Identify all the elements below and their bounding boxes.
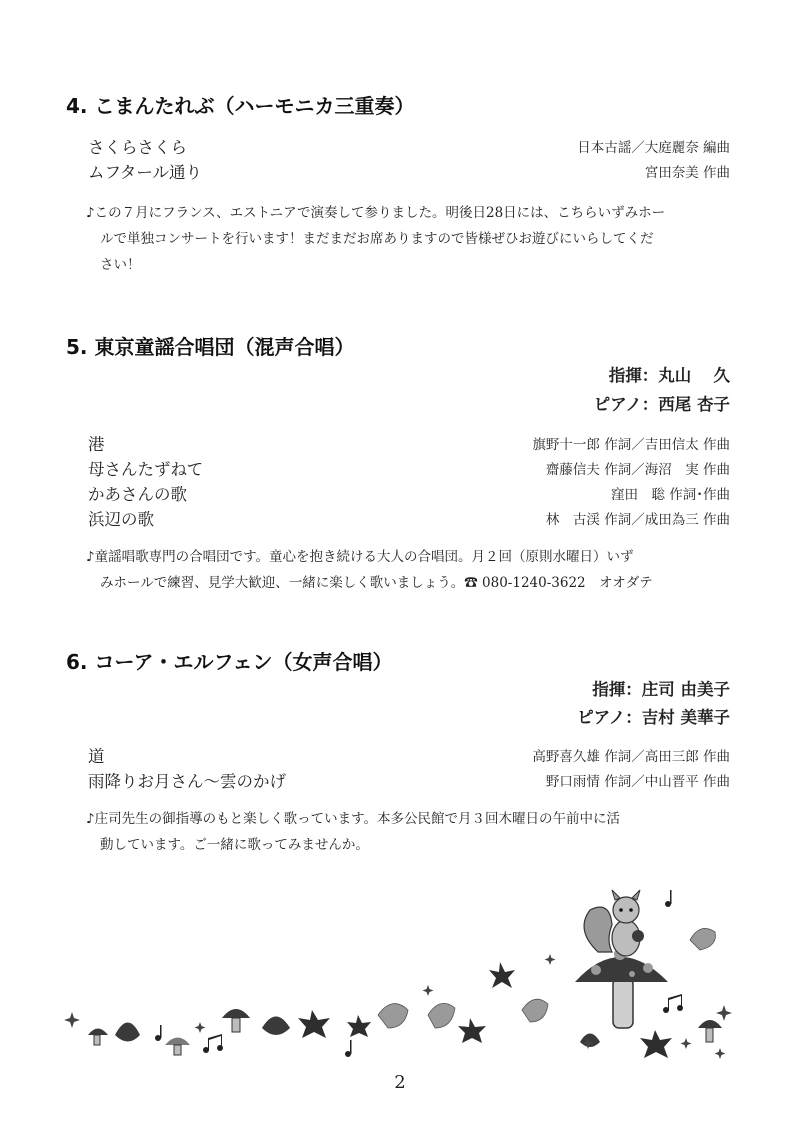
song-credit: 齋藤信夫 作詞／海沼 実 作曲: [545, 462, 730, 478]
song-credit: 窪田 聡 作詞･作曲: [610, 487, 730, 503]
song-credit: 林 古渓 作詞／成田為三 作曲: [545, 512, 730, 528]
section-title: 4. こまんたれぶ（ハーモニカ三重奏）: [66, 94, 415, 118]
song-credit: 日本古謡／大庭麗奈 編曲: [577, 140, 730, 156]
song-title: 港: [88, 435, 105, 454]
song-title: 浜辺の歌: [88, 510, 154, 529]
song-row: [88, 481, 730, 505]
mushroom-icon: [575, 948, 668, 1028]
squirrel-icon: [584, 890, 644, 956]
song-row: [88, 506, 730, 530]
song-title: さくらさくら: [88, 138, 187, 157]
note-line: みホールで練習、見学大歓迎、一緒に楽しく歌いましょう。☎ 080-1240-3622 オオダテ: [100, 575, 653, 591]
section-note: [86, 806, 736, 858]
song-title: 雨降りお月さん〜雲のかげ: [88, 772, 286, 791]
song-credit: 宮田奈美 作曲: [644, 165, 730, 181]
conductor-credit: 指揮：庄司 由美子: [592, 680, 730, 699]
song-row: [88, 768, 730, 792]
section-note: [86, 544, 736, 596]
note-line: ♪この７月にフランス、エストニアで演奏して参りました。明後日28日には、こちらいずみホー: [86, 205, 666, 221]
note-line: ♪庄司先生の御指導のもと楽しく歌っています。本多公民館で月３回木曜日の午前中に活: [86, 811, 621, 827]
section-title: 6. コーア・エルフェン（女声合唱）: [66, 650, 393, 674]
song-row: [88, 456, 730, 480]
song-credit: 野口雨情 作詞／中山晋平 作曲: [545, 774, 730, 790]
note-line: ♪童謡唱歌専門の合唱団です。童心を抱き続ける大人の合唱団。月２回（原則水曜日）いず: [86, 549, 634, 565]
section-title: 5. 東京童謡合唱団（混声合唱）: [66, 335, 355, 359]
song-title: かあさんの歌: [88, 485, 187, 504]
song-title: 母さんたずねて: [88, 460, 204, 479]
song-credit: 旗野十一郎 作詞／吉田信太 作曲: [532, 437, 730, 453]
conductor-credit: 指揮：丸山 久: [608, 366, 730, 385]
autumn-decoration: [0, 870, 800, 1070]
page-number: 2: [394, 1072, 406, 1093]
piano-credit: ピアノ：吉村 美華子: [577, 708, 730, 727]
piano-credit: ピアノ：西尾 杏子: [593, 395, 730, 414]
ginkgo-leaf-icon: [378, 928, 715, 1028]
song-title: 道: [88, 747, 105, 766]
song-row: [88, 431, 730, 455]
song-title: ムフタール通り: [88, 163, 203, 182]
song-row: [88, 743, 730, 767]
song-credit: 高野喜久雄 作詞／高田三郎 作曲: [532, 749, 730, 765]
section-note: [86, 200, 736, 278]
note-line: ルで単独コンサートを行います！まだまだお席ありますので皆様ぜひお遊びにいらしてくだ: [100, 231, 654, 247]
note-line: 動しています。ご一緒に歌ってみませんか。: [100, 837, 369, 853]
note-line: さい！: [100, 257, 141, 273]
song-row: [88, 159, 730, 183]
song-row: [88, 134, 730, 158]
